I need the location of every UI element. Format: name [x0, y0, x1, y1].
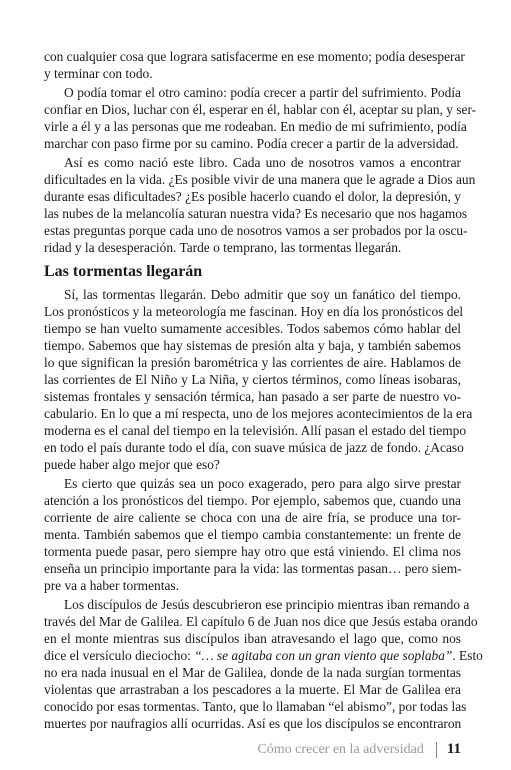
- paragraph-line: cabulario. En lo que a mí respecta, uno de los mejores acontecimientos de la era: [44, 406, 473, 421]
- paragraph-line: [44, 647, 483, 664]
- section-heading: Las tormentas llegarán: [44, 263, 203, 280]
- paragraph-line: en todo el país durante todo el día, con suave música de jazz de fondo. ¿Acaso: [44, 440, 464, 455]
- paragraph-line: muertes por naufragios allí ocurridas. Así es que los discípulos se encontraron: [44, 716, 462, 731]
- scripture-quote: “… se agitaba con un gran viento que soplaba”: [194, 648, 453, 663]
- paragraph-line: Los discípulos de Jesús descubrieron ese principio mientras iban remando a: [64, 597, 470, 612]
- paragraph-line: violentas que arrastraban a los pescadores a la muerte. El Mar de Galilea era: [44, 682, 461, 697]
- paragraph-line: las nubes de la melancolía saturan nuestra vida? Es necesario que nos hagamos: [44, 206, 468, 221]
- paragraph-line: moderna es el canal del tiempo en la televisión. Allí pasan el estado del tiempo: [44, 423, 467, 438]
- paragraph-line: enseña un principio importante para la vida: las tormentas pasan… pero siem-: [44, 561, 462, 576]
- running-footer: [44, 741, 461, 758]
- paragraph-line: durante esas dificultades? ¿Es posible hacerlo cuando el dolor, la depresión, y: [44, 189, 461, 204]
- paragraph-line: Sí, las tormentas llegarán. Debo admitir que soy un fanático del tiempo.: [64, 287, 461, 302]
- paragraph-line: virle a él y a las personas que me rodeaban. En medio de mi sufrimiento, podía: [44, 119, 467, 134]
- paragraph-line: las corrientes de El Niño y La Niña, y ciertos términos, como líneas isobaras,: [44, 372, 461, 387]
- paragraph-line: en el monte mientras sus discípulos iban atravesando el lago que, como nos: [44, 631, 461, 646]
- paragraph-line: con cualquier cosa que lograra satisfacerme en ese momento; podía desesperar: [44, 49, 465, 64]
- paragraph-line: conocido por esas tormentas. Tanto, que lo llamaban “el abismo”, por todas las: [44, 699, 467, 714]
- paragraph-line: puede haber algo mejor que eso?: [44, 457, 220, 472]
- paragraph-line: ridad y la desesperación. Tarde o temprano, las tormentas llegarán.: [44, 240, 402, 255]
- paragraph-line: atención a los pronósticos del tiempo. Por ejemplo, sabemos que, cuando una: [44, 493, 461, 508]
- paragraph-line: tiempo. Sabemos que hay sistemas de presión alta y baja, y también sabemos: [44, 338, 461, 353]
- paragraph-line: Así es como nació este libro. Cada uno de nosotros vamos a encontrar: [64, 155, 461, 170]
- paragraph-line: sistemas frontales y sensación térmica, han pasado a ser parte de nuestro vo-: [44, 389, 461, 404]
- paragraph-line: través del Mar de Galilea. El capítulo 6 de Juan nos dice que Jesús estaba orando: [44, 614, 478, 629]
- paragraph-line: tiempo se han vuelto sumamente accesibles. Todos sabemos cómo hablar del: [44, 321, 461, 336]
- paragraph-line: Es cierto que quizás sea un poco exagerado, pero para algo sirve prestar: [64, 476, 461, 491]
- paragraph-line: estas preguntas porque cada uno de nosotros vamos a ser probados por la oscu-: [44, 223, 468, 238]
- line-text: dice el versículo dieciocho:: [44, 648, 195, 663]
- paragraph-line: pre va a haber tormentas.: [44, 578, 179, 593]
- paragraph-line: marchar con paso firme por su camino. Podía crecer a partir de la adversidad.: [44, 136, 459, 151]
- book-title: Cómo crecer en la adversidad: [257, 741, 424, 757]
- paragraph-line: tormenta puede pasar, pero siempre hay otro que está viniendo. El clima nos: [44, 544, 461, 559]
- paragraph-line: no era nada inusual en el Mar de Galilea, donde de la nada surgían tormentas: [44, 665, 461, 680]
- paragraph-line: O podía tomar el otro camino: podía crecer a partir del sufrimiento. Podía: [64, 85, 461, 100]
- paragraph-line: Los pronósticos y la meteorología me fascinan. Hoy en día los pronósticos del: [44, 304, 464, 319]
- paragraph-line: lo que significan la presión barométrica y las corrientes de aire. Hablamos de: [44, 355, 461, 370]
- paragraph-line: corriente de aire caliente se choca con una de aire fría, se produce una tor-: [44, 510, 461, 525]
- footer-divider: [436, 742, 437, 758]
- paragraph-line: dificultades en la vida. ¿Es posible vivir de una manera que le agrade a Dios aun: [44, 172, 476, 187]
- line-text: . Esto: [452, 648, 483, 663]
- paragraph-line: confiar en Dios, luchar con él, esperar en él, hablar con él, aceptar su plan, y ser-: [44, 102, 477, 117]
- page-number: 11: [446, 741, 461, 757]
- paragraph-line: y terminar con todo.: [44, 66, 153, 81]
- paragraph-line: menta. También sabemos que el tiempo cambia constantemente: un frente de: [44, 527, 461, 542]
